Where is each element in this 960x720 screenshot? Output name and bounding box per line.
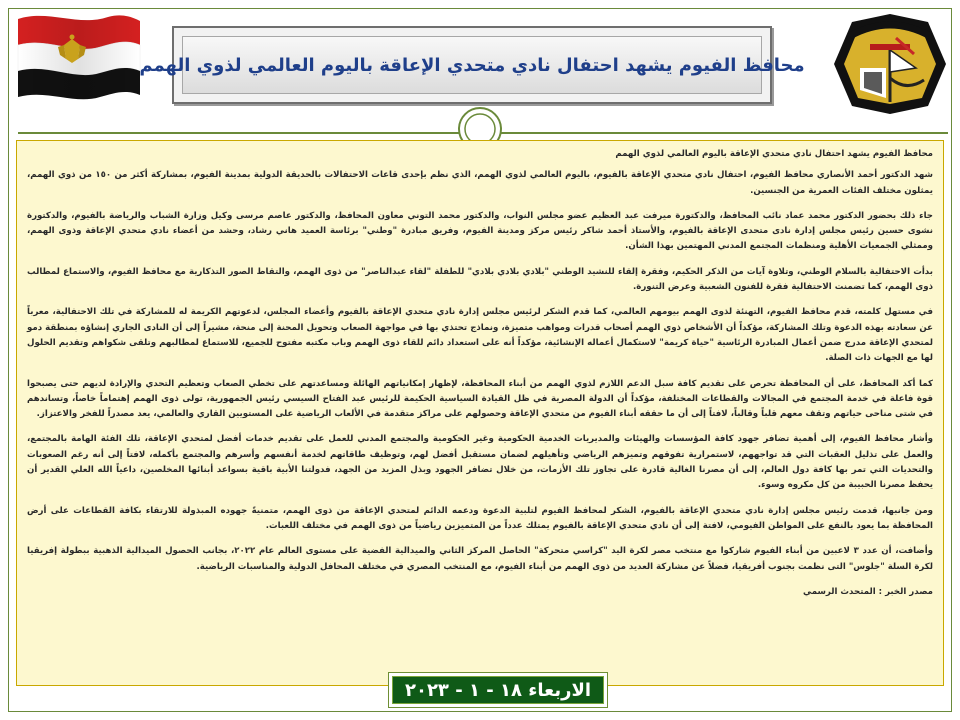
article-paragraph: في مستهل كلمته، قدم محافظ الفيوم، التهنئة لذوى الهمم بيومهم العالمي، كما قدم الشكر لرئيس مجلس إدارة نادي متحدي الإعاقة بالفيوم وأعضاء المجلس، لدعوتهم الكريمة له للمشاركة في تلك الاحتفالية، معرباً عن سعادته بهذه الدعوة وتلك المشاركة، مؤكداً أن الأشخاص ذوي الهمم أصحاب قدرات ومواهب متميزة، ونماذج تحتذي بها في مواجهة الصعاب وتحويل المحنة إلى منحة، مشيراً إلى أن النادى الجاري إنشاؤه بمنطقة دمو لمتحدي الإعاقة مدرج ضمن أعمال المبادرة الرئاسية "حياة كريمة" لاستكمال أعماله الإنشائية، مؤكداً أنه على استعداد دائم للقاء ذوى الهمم وباب مكتبه مفتوح للجميع، للاستماع لمطالبهم وتلقى شكواهم وتقديم الحلول لها مع الجهات ذات الصلة. — [27, 307, 933, 364]
article-body — [16, 140, 944, 686]
page-title: محافظ الفيوم يشهد احتفال نادي متحدي الإعاقة باليوم العالمي لذوي الهمم — [139, 54, 805, 76]
date-badge — [388, 672, 608, 708]
article-source: مصدر الخبر : المتحدث الرسمي — [803, 586, 933, 597]
title-banner-inner — [139, 36, 805, 94]
egypt-flag-image — [14, 9, 142, 105]
article-paragraph: كما أكد المحافظ، على أن المحافظة تحرص على تقديم كافة سبل الدعم اللازم لذوي الهمم من أبناء المحافظة، لإظهار إمكانياتهم الهائلة ومساعدتهم على تخطي الصعاب وتعظيم التحدي والإرادة لديهم حتى يصبحوا قوة فاعلة في خدمة المجتمع في المجالات والقطاعات المختلفة، مؤكداً أن الدولة المصرية في ظل القيادة السياسية الحكيمة للرئيس عبد الفتاح السيسي رئيس الجمهورية، تولى ذوى الهمم إهتماماً خاصاً، وتساندهم في شتى مناحى حياتهم وتقف معهم قلباً وقالباً، لافتاً إلى أن ما حققه أبناء الفيوم من متحدي الإعاقة وحصولهم على مراكز متقدمة في الألعاب الرياضية على المستويين القاري والعالمي، يعد مصدراً للفخر والاعتزاز. — [27, 378, 933, 420]
date-badge-inner — [392, 676, 604, 704]
article-paragraph: شهد الدكتور أحمد الأنصاري محافظ الفيوم، احتفال نادي متحدي الإعاقة بالفيوم، باليوم العالمي لذوي الهمم، الذي نظم بإحدى قاعات الاحتفالات بالحديقة الدولية بمدينة الفيوم، بمشاركة أكثر من ١٥٠ من ذوي الهمم، يمثلون مختلف الفئات العمرية من الجنسين. — [27, 170, 933, 196]
article-paragraph: وأشار محافظ الفيوم، إلى أهمية تضافر جهود كافة المؤسسات والهيئات والمديريات الخدمية الحكومية وغير الحكومية والمجتمع المدني للعمل على تقديم خدمات أفضل لمتحدي الإعاقة، تلك الفئة الهامة بالمجتمع، والعمل على تذليل العقبات التي قد تواجههم، لاستمرارية تفوقهم وتميزهم الرياضي وتأهيلهم لضمان مستقبل أفضل لهم، وتوظيف طاقاتهم لخدمة أنفسهم وأسرهم والمجتمع بأكمله، لافتاً إلى أنه رغم الصعوبات والتحديات التي تمر بها كافة دول العالم، إلى أن مصرنا الغالية قادرة على تجاوز تلك الأزمات، من خلال تضافر الجهود وبذل المزيد من الجهد، فدولتنا الأبية باقية بسواعد أبنائها المخلصين، داعياً الله العلي القدير أن يحفظ مصرنا الحبيبة من كل مكروه وسوء. — [27, 434, 933, 491]
article-paragraph: وأضافت، أن عدد ٣ لاعبين من أبناء الفيوم شاركوا مع منتخب مصر لكرة اليد "كراسي متحركة" الحاصل المركز الثاني والميدالية الفضية على مستوى العالم عام ٢٠٢٢، بجانب الحصول الميدالية الذهبية ببطولة إفريقيا لكرة السلة "جلوس" التى نظمت بجنوب أفريقيا، فضلاً عن مشاركة العديد من ذوى الهمم من أبناء الفيوم، مع المنتخب المصري في مختلف المحافل الدولية والمناسبات الرياضية. — [27, 546, 934, 572]
publish-date: الاربعاء ١٨ - ١ - ٢٠٢٣ — [404, 679, 592, 701]
fayoum-governorate-emblem — [830, 10, 950, 118]
article-lead: محافظ الفيوم يشهد احتفال نادي متحدي الإعاقة باليوم العالمي لذوي الهمم — [615, 149, 933, 159]
article-paragraph: جاء ذلك بحضور الدكتور محمد عماد نائب المحافظ، والدكتورة ميرفت عبد العظيم عضو مجلس النواب، والدكتور محمد التوني معاون المحافظ، والدكتور عاصم مرسى وكيل وزارة الشباب والرياضة بالفيوم، والدكتورة نشوى حسين رئيس مجلس إدارة نادى متحدى الإعاقة بالفيوم، والأستاذ أحمد شاكر رئيس مركز ومدينة الفيوم، وفريق مبادرة "وطني" برئاسة العميد هاني رشاد، وحشد من أعضاء نادي متحدي الإعاقة وذوى الهمم، وممثلي الجمعيات الأهلية ومنظمات المجتمع المدني المهتمين بهذا الشأن. — [27, 210, 933, 252]
article-paragraph: ومن جانبها، قدمت رئيس مجلس إدارة نادي متحدي الإعاقة بالفيوم، الشكر لمحافظ الفيوم لتلبية الدعوة ودعمه الدائم لمتحدي الإعاقة من ذوى الهمم، متمنيةً جهوده المبذولة للارتقاء بكافة القطاعات على أرض المحافظة بما يعود بالنفع على المواطن الفيومي، لافتة إلى أن نادي متحدي الإعاقة بالفيوم يمتلك عدداً من المتميزين رياضياً من ذوى الهمم في مختلف اللعبات. — [27, 505, 933, 531]
title-banner — [139, 26, 805, 104]
article-paragraph: بدأت الاحتفالية بالسلام الوطني، وتلاوة آيات من الذكر الحكيم، وفقرة إلقاء للنشيد الوطني "بلادي بلادي بلادي" للطفلة "لقاء عبدالناصر" من ذوى الهمم، والتقاط الصور التذكارية مع محافظ الفيوم، والاستماع لمطالب ذوى الهمم، كما تضمنت الاحتفالية فقرة للفنون الشعبية وعرض التنورة. — [27, 266, 933, 293]
